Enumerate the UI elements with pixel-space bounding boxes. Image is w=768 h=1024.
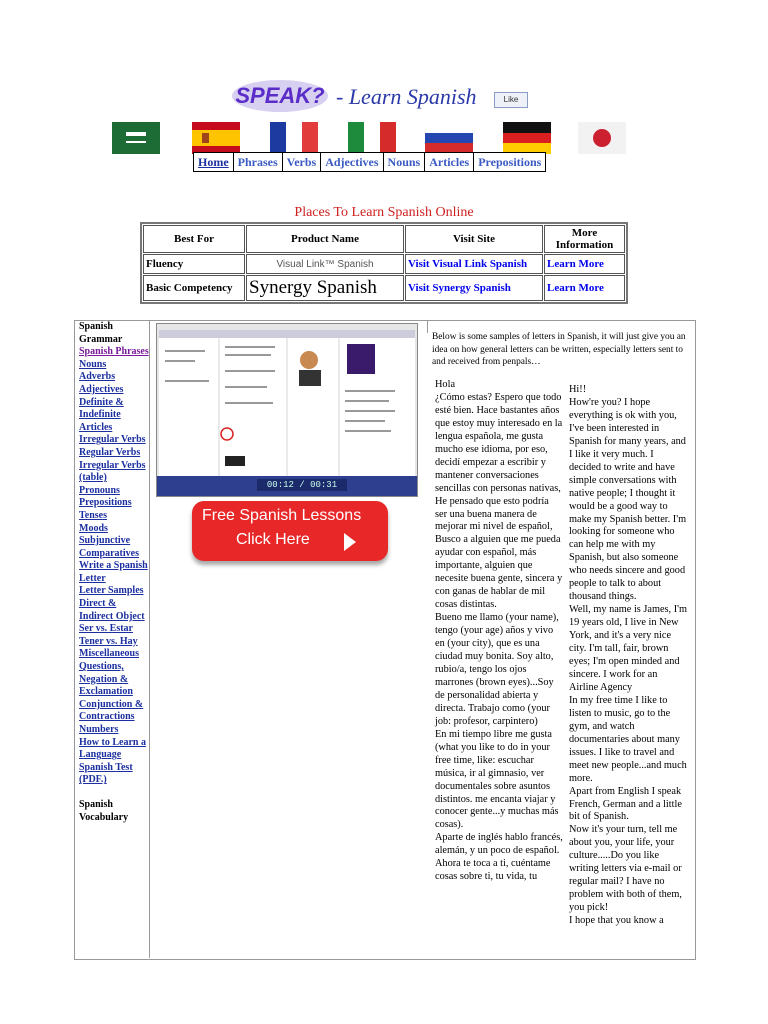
places-title: Places To Learn Spanish Online: [294, 205, 474, 220]
letter-en-paragraph: In my free time I like to listen to music, go to the gym, and watch documentaries about many issues. I like to travel and meet new people...and much more.: [569, 694, 687, 784]
nav-nouns[interactable]: Nouns: [384, 153, 426, 171]
sidebar-link-articles[interactable]: Definite & Indefinite Articles: [79, 396, 124, 433]
saudi-arabia-flag-icon[interactable]: [112, 122, 160, 154]
sidebar-link-irregular-verbs-table[interactable]: Irregular Verbs (table): [79, 459, 146, 484]
places-table: [140, 222, 628, 304]
table-row: [143, 275, 625, 301]
sidebar-link-phrases[interactable]: Spanish Phrases: [79, 346, 149, 358]
header-more-info: More Information: [544, 225, 625, 253]
letter-en-paragraph: Well, my name is James, I'm 19 years old, I live in New York, and it's a very nice city. I'm tall, fair, brown eyes; I'm open minded and sincere. I work for an Airline Agency: [569, 604, 687, 693]
sidebar-link-adverbs[interactable]: Adverbs: [79, 371, 116, 383]
synergy-product-logo[interactable]: Synergy Spanish: [246, 275, 404, 301]
site-title: - Learn Spanish: [336, 84, 477, 109]
intro-text: Below is some samples of letters in Spanish, it will just give you an idea on how general letters can be written, especially letters sent to and received from penpals…: [432, 332, 686, 368]
sidebar-link-write-letter[interactable]: Write a Spanish Letter: [79, 560, 148, 584]
letter-en-greeting: Hi!!: [569, 384, 587, 395]
sidebar-link-nouns[interactable]: Nouns: [79, 358, 107, 370]
spain-flag-icon[interactable]: [192, 122, 240, 154]
sidebar-link-contractions[interactable]: Contractions: [79, 711, 135, 723]
nav-home[interactable]: Home: [194, 153, 234, 171]
visit-visual-link-link[interactable]: Visit Visual Link Spanish: [408, 258, 528, 270]
sidebar-link-tener-hay[interactable]: Tener vs. Hay: [79, 635, 138, 647]
france-flag-icon[interactable]: [270, 122, 318, 154]
sidebar-divider: [149, 321, 150, 958]
video-player[interactable]: [156, 323, 418, 497]
italy-flag-icon[interactable]: [348, 122, 396, 154]
best-for-cell: Fluency: [143, 254, 245, 274]
main-nav: [193, 152, 546, 172]
sidebar-link-letter-samples[interactable]: Letter Samples: [79, 585, 144, 597]
nav-adjectives[interactable]: Adjectives: [321, 153, 383, 171]
like-button[interactable]: Like: [494, 92, 528, 108]
letter-es-paragraph: En mi tiempo libre me gusta (what you like to do in your free time, like: escuchar música, ir al gimnasio, ver documentales sobre asuntos distintos. me encanta viajar y conocer gente...y muchas más cosas).: [435, 728, 559, 831]
speak-logo[interactable]: [230, 78, 330, 114]
header-visit-site: Visit Site: [405, 225, 543, 253]
sidebar-link-numbers[interactable]: Numbers: [79, 724, 119, 735]
letter-en-paragraph: Apart from English I speak French, German and a little bit of Spanish.: [569, 785, 682, 823]
letter-es-paragraph: Ahora te toca a ti, cuéntame cosas sobre ti, tu vida, tu: [435, 858, 551, 883]
germany-flag-icon[interactable]: [503, 122, 551, 154]
japan-flag-icon[interactable]: [578, 122, 626, 154]
letter-es-paragraph: Aparte de inglés hablo francés, alemán, y un poco de español.: [435, 832, 563, 857]
video-frame-image: [159, 330, 415, 476]
sidebar-link-learn-language[interactable]: How to Learn a Language: [79, 736, 146, 761]
header-best-for: Best For: [143, 225, 245, 253]
logo-text: SPEAK?: [235, 83, 325, 108]
sidebar-link-conjunction[interactable]: Conjunction &: [79, 698, 144, 710]
sidebar-link-prepositions[interactable]: Prepositions: [79, 497, 132, 509]
sidebar-link-spanish-test[interactable]: Spanish Test (PDF.): [79, 761, 133, 786]
english-letter: [569, 384, 687, 928]
visit-synergy-link[interactable]: Visit Synergy Spanish: [408, 282, 511, 294]
sidebar-link-moods[interactable]: Moods: [79, 522, 108, 534]
visual-link-product-logo[interactable]: Visual Link™ Spanish: [246, 254, 404, 274]
nav-articles[interactable]: Articles: [425, 153, 474, 171]
spanish-letter: [435, 379, 563, 884]
nav-prepositions[interactable]: Prepositions: [478, 155, 542, 169]
letter-en-paragraph: Now it's your turn, tell me about you, your life, your culture.....Do you like writing letters via e-mail or regular mail? I have no problem with both of them, you pick!: [569, 824, 682, 914]
sidebar-heading-vocabulary: Spanish Vocabulary: [79, 798, 129, 823]
header-product-name: Product Name: [246, 225, 404, 253]
sidebar-link-negation[interactable]: Negation & Exclamation: [79, 673, 133, 698]
table-row: [143, 254, 625, 274]
learn-more-link[interactable]: Learn More: [547, 282, 604, 294]
nav-verbs[interactable]: Verbs: [283, 153, 322, 171]
sidebar: [79, 321, 149, 824]
sidebar-link-ser-estar[interactable]: Ser vs. Estar: [79, 623, 133, 635]
letter-en-paragraph: I hope that you know a: [569, 915, 664, 927]
column-divider: [427, 321, 428, 333]
sidebar-link-comparatives[interactable]: Comparatives: [79, 547, 139, 559]
nav-phrases[interactable]: Phrases: [234, 153, 283, 171]
sidebar-link-questions[interactable]: Miscellaneous Questions,: [79, 648, 139, 673]
sidebar-link-pronouns[interactable]: Pronouns: [79, 484, 120, 496]
video-time: 00:12 / 00:31: [257, 479, 347, 491]
letter-en-paragraph: How're you? I hope everything is ok with you, I've been interested in Spanish for many years, and I like it very much. I decided to write and have simple conversations with native people; I thought it would be a good way to make my Spanish better. I'm looking for someone who can help me with my Spanish, but also someone who needs sincere and good people to talk to about thousand things.: [569, 396, 687, 603]
letter-es-greeting: Hola: [435, 379, 456, 390]
free-lessons-button[interactable]: [192, 501, 388, 561]
sidebar-link-regular-verbs[interactable]: Regular Verbs: [79, 446, 141, 458]
free-lessons-label: Free Spanish Lessons: [202, 507, 362, 524]
sidebar-link-subjunctive[interactable]: Subjunctive: [79, 535, 131, 547]
letter-es-paragraph: ¿Cómo estas? Espero que todo esté bien. Hace bastantes años que estoy muy interesado en la lengua española, me gusta mucho ese idioma, por eso, decidí empezar a escribir y mantener conversaciones sencillas con personas nativas, He pensado que esto podría ser una buena manera de mejorar mi nivel de español, Busco a alguien que me pueda ayudar con español, más importante, alguien que necesite buena gente, sincera y con ganas de hablar de mil cosas distintas.: [435, 391, 563, 611]
sidebar-heading-grammar: Spanish Grammar: [79, 321, 123, 345]
play-arrow-icon: [344, 533, 356, 551]
table-header-row: [143, 225, 625, 253]
learn-more-link[interactable]: Learn More: [547, 258, 604, 270]
click-here-label: Click Here: [236, 531, 310, 548]
sidebar-link-tenses[interactable]: Tenses: [79, 509, 107, 521]
best-for-cell: Basic Competency: [143, 275, 245, 301]
letter-es-paragraph: Bueno me llamo (your name), tengo (your age) años y vivo en (your city), que es una ciudad muy bonita. Soy alto, rubio/a, tengo los ojos marrones (brown eyes)...Soy de personalidad abierta y directa. Trabajo como (your job: profesor, carpintero): [435, 612, 559, 727]
sidebar-link-adjectives[interactable]: Adjectives: [79, 383, 124, 395]
video-controls[interactable]: [157, 476, 417, 496]
sidebar-link-irregular-verbs[interactable]: Irregular Verbs: [79, 434, 146, 446]
sidebar-link-direct-indirect[interactable]: Direct & Indirect Object: [79, 598, 145, 622]
russia-flag-icon[interactable]: [425, 122, 473, 154]
